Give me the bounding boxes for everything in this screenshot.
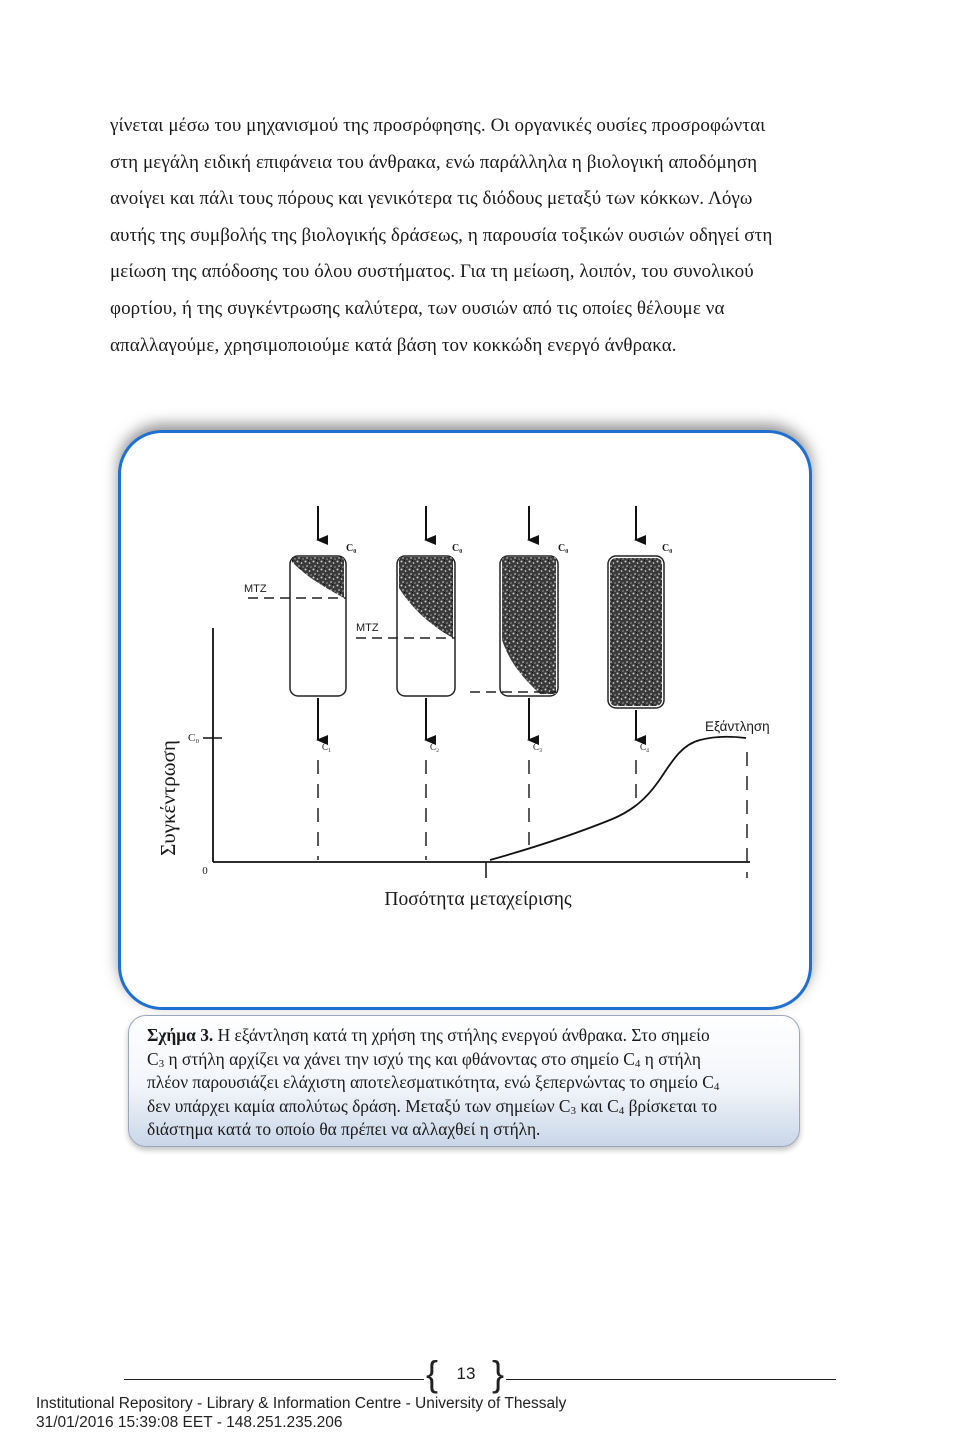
outflow-label: C₁ — [322, 742, 332, 752]
footer-rule — [124, 1379, 424, 1380]
caption-subscript: 4 — [618, 1104, 625, 1117]
caption-subscript: 3 — [570, 1104, 577, 1117]
caption-subscript: 4 — [634, 1057, 641, 1070]
caption-title: Η εξάντληση κατά τη χρήση της στήλης ενεργού άνθρακα. Στο σημείο — [213, 1025, 710, 1045]
body-line: απαλλαγούμε, χρησιμοποιούμε κατά βάση τον κοκκώδη ενεργό άνθρακα. — [110, 334, 677, 356]
caption-line — [147, 1095, 781, 1119]
page-number: 13 — [456, 1364, 476, 1383]
outflow-label: C₃ — [533, 742, 543, 752]
caption-subscript: 4 — [713, 1081, 720, 1094]
body-line: μείωση της απόδοσης του όλου συστήματος. Για τη μείωση, λοιπόν, του συνολικού — [110, 261, 754, 283]
outflow-label: C₂ — [430, 742, 440, 752]
exhaustion-label: Εξάντληση — [705, 719, 770, 734]
inflow-label: C₀ — [346, 543, 357, 554]
column-1 — [290, 556, 346, 696]
body-line: ανοίγει και πάλι τους πόρους και γενικότερα τις διόδους μεταξύ των κόκκων. Λόγω — [110, 188, 753, 210]
y-axis-label: Συγκέντρωση — [156, 740, 180, 856]
caption-text: η στήλη — [640, 1048, 702, 1069]
saturated-zone — [610, 558, 662, 706]
caption-text: δεν υπάρχει καμία απολύτως δράση. Μεταξύ των σημείων C — [147, 1095, 571, 1116]
caption-text: η στήλη αρχίζει να χάνει την ισχύ της και φθάνοντας στο σημείο C — [164, 1048, 635, 1069]
body-line: φορτίου, ή της συγκέντρωσης καλύτερα, των ουσιών από τις οποίες θέλουμε να — [110, 297, 725, 319]
access-timestamp: 31/01/2016 15:39:08 EET - 148.251.235.206 — [36, 1414, 343, 1431]
caption-line — [147, 1024, 781, 1048]
footer-rule — [506, 1379, 836, 1380]
body-line: στη μεγάλη ειδική επιφάνεια του άνθρακα, ενώ παράλληλα η βιολογική αποδόμηση — [110, 151, 758, 173]
column-4 — [608, 556, 664, 708]
caption-text: και C — [576, 1095, 619, 1116]
caption-line — [147, 1048, 781, 1072]
caption-text: βρίσκεται το — [624, 1095, 718, 1116]
caption-text: πλέον παρουσιάζει ελάχιστη αποτελεσματικότητα, ενώ ξεπερνώντας το σημείο C — [147, 1072, 714, 1093]
inflow-label: C₀ — [452, 543, 463, 554]
caption-subscript: 3 — [158, 1057, 165, 1070]
left-brace-icon: { — [426, 1353, 439, 1394]
outflow-label: C₄ — [640, 742, 650, 752]
repository-footer — [36, 1394, 566, 1432]
body-line: γίνεται μέσω του μηχανισμού της προσρόφησης. Οι οργανικές ουσίες προσροφώνται — [110, 115, 766, 136]
caption-line — [147, 1071, 781, 1095]
column-3 — [500, 556, 558, 696]
repository-name: Institutional Repository - Library & Information Centre - University of Thessaly — [36, 1395, 567, 1412]
body-line: αυτής της συμβολής της βιολογικής δράσεως, η παρουσία τοξικών ουσιών οδηγεί στη — [110, 224, 773, 246]
right-brace-icon: } — [492, 1353, 505, 1394]
mtz-label: MTZ — [244, 583, 267, 595]
column-2 — [397, 556, 455, 696]
mtz-label: MTZ — [356, 622, 379, 634]
origin-label: 0 — [202, 865, 208, 877]
figure-label: Σχήμα 3. — [147, 1025, 214, 1045]
figure-caption — [128, 1015, 800, 1147]
x-axis-label: Ποσότητα μεταχείρισης — [384, 889, 572, 910]
inflow-label: C₀ — [558, 543, 569, 554]
caption-text: C — [147, 1048, 159, 1069]
caption-line: διάστημα κατά το οποίο θα πρέπει να αλλαχθεί η στήλη. — [147, 1119, 541, 1140]
c0-axis-label: C₀ — [188, 732, 200, 744]
inflow-label: C₀ — [662, 543, 673, 554]
